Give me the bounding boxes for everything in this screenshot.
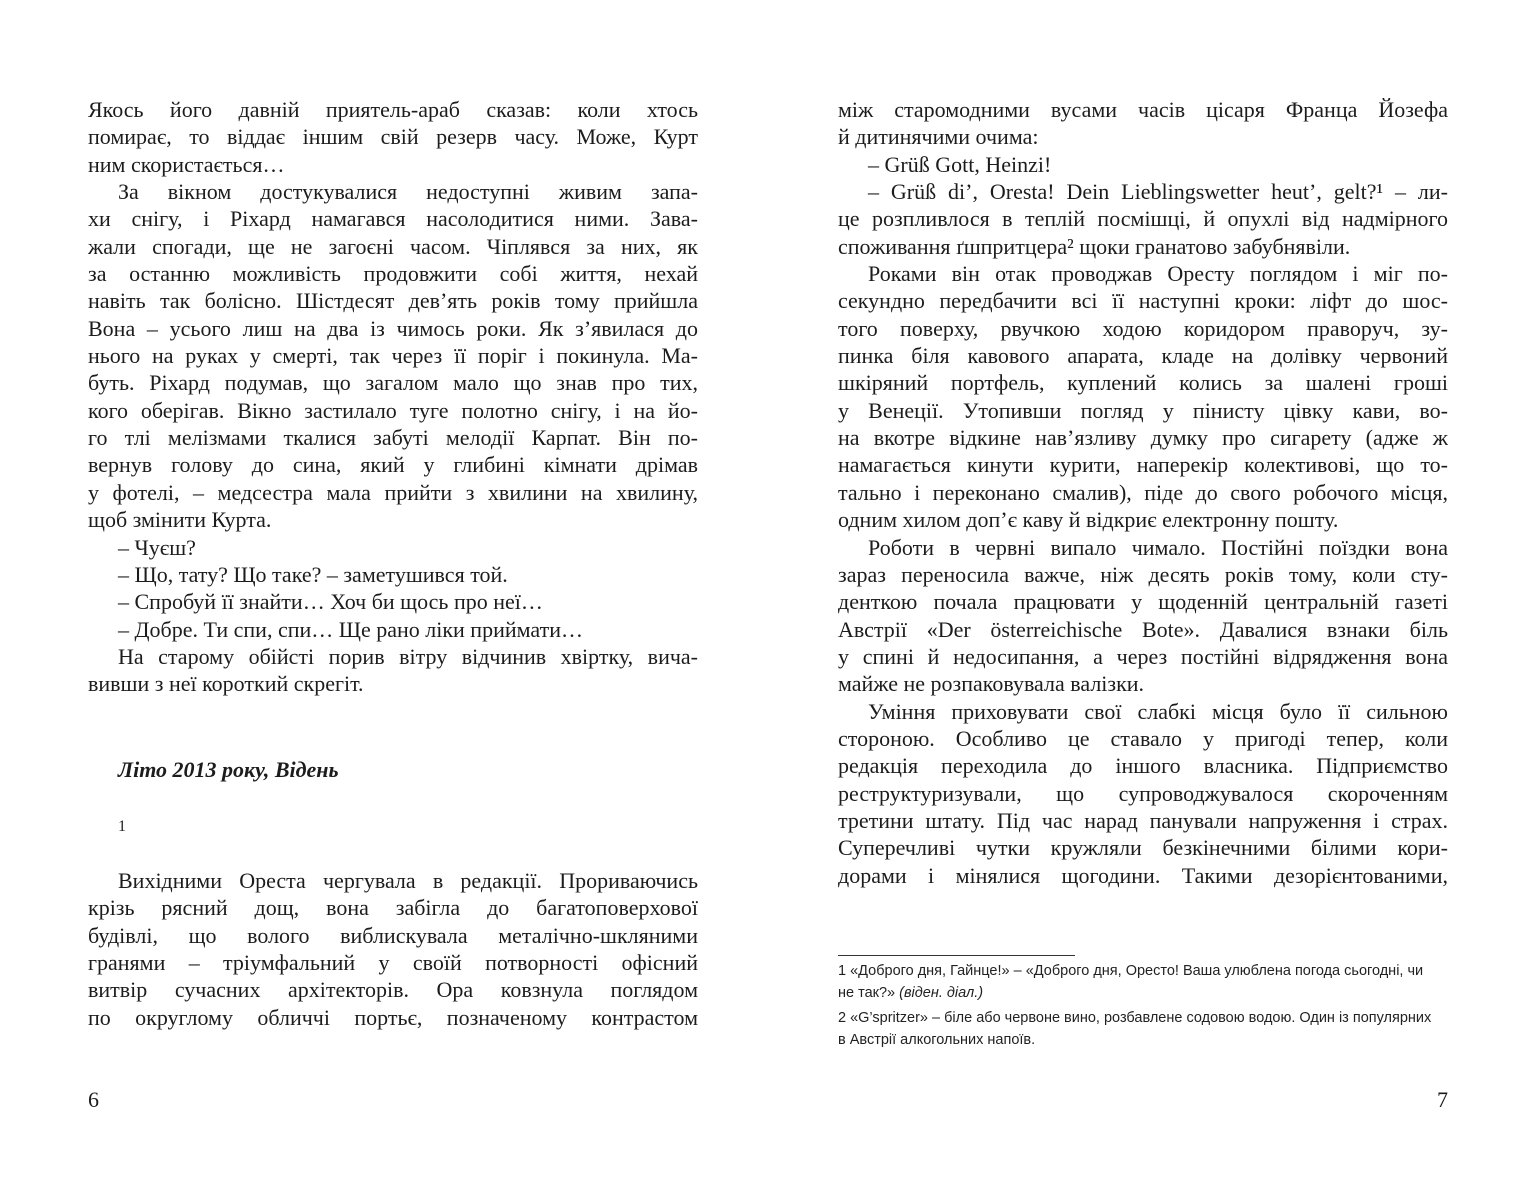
left-page-chapter-text [88, 867, 698, 1031]
text-line: го тлі мелізмами ткалися забуті мелодії Карпат. Він по- [88, 425, 698, 451]
text-line: пинка біля кавового апарата, кладе на долівку червоний [838, 343, 1448, 369]
text-line: Суперечливі чутки кружляли безкінечними білими кори- [838, 835, 1448, 861]
footnote-1-line-1: 1 «Доброго дня, Гайнце!» – «Доброго дня, Оресто! Ваша улюблена погода сьогодні, чи [838, 963, 1424, 979]
text-line: Австрії «Der österreichische Bote». Давалися взнаки біль [838, 616, 1448, 642]
text-line: денткою почала працювати у щоденній центральній газеті [838, 589, 1448, 615]
footnote-1-line-2 [838, 982, 1448, 1004]
right-page-body-text [838, 96, 1448, 889]
text-line: ним скористається… [88, 151, 285, 177]
text-line: жали спогади, ще не загоєні часом. Чіплявся за них, як [88, 233, 698, 259]
text-line: хи снігу, і Ріхард намагався насолодитися ними. Зава- [88, 206, 698, 232]
text-line: – Добре. Ти спи, спи… Ще рано ліки приймати… [118, 616, 583, 642]
text-line: – Grüß di’, Oresta! Dein Lieblingswetter heut’, gelt?¹ – ли- [868, 179, 1448, 205]
text-line: Вихідними Ореста чергувала в редакції. Прориваючись [118, 868, 698, 893]
page-number-left: 6 [88, 1087, 99, 1112]
text-line: буть. Ріхард подумав, що загалом мало що знав про тих, [88, 370, 698, 396]
text-line: витвір сучасних архітекторів. Ора ковзнула поглядом [88, 977, 698, 1003]
text-line: помирає, то віддає іншим свій резерв часу. Може, Курт [88, 124, 698, 150]
text-line: – Grüß Gott, Heinzi! [868, 151, 1052, 177]
text-line: реструктуризували, що супроводжувалося скороченням [838, 780, 1448, 806]
footnote-1-text: не так?» [838, 985, 900, 1001]
text-line: кого оберігав. Вікно застилало туге полотно снігу, і на йо- [88, 397, 698, 423]
text-line: це розпливлося в теплій посмішці, й опухлі від надмірного [838, 206, 1448, 232]
text-line: На старому обійсті порив вітру відчинив хвіртку, вича- [118, 643, 698, 669]
text-line: вивши з неї короткий скрегіт. [88, 671, 364, 697]
text-line: – Чуєш? [118, 534, 196, 560]
page-number-right: 7 [1437, 1087, 1448, 1112]
text-line: гранями – тріумфальний у своїй потворності офісний [88, 950, 698, 976]
text-line: навіть так болісно. Шістдесят дев’ять років тому прийшла [88, 288, 698, 314]
text-line: щоб змінити Курта. [88, 507, 272, 533]
text-line: крізь рясний дощ, вона забігла до багатоповерхової [88, 895, 698, 921]
text-line: за останню можливість продовжити собі життя, нехай [88, 261, 698, 287]
left-page-body-text [88, 96, 698, 698]
text-line: у фотелі, – медсестра мала прийти з хвилини на хвилину, [88, 479, 698, 505]
text-line: будівлі, що волого виблискувала металічно-шкляними [88, 922, 698, 948]
text-line: стороною. Особливо це ставало у пригоді тепер, коли [838, 725, 1448, 751]
text-line: Роботи в червні випало чимало. Постійні поїздки вона [868, 534, 1448, 560]
text-line: вернув голову до сина, який у глибині кімнати дрімав [88, 452, 698, 478]
text-line: між старомодними вусами часів цісаря Франца Йозефа [838, 97, 1448, 122]
text-line: у Венеції. Утопивши погляд у пінисту цівку кави, во- [838, 397, 1448, 423]
text-line: майже не розпаковувала валізки. [838, 671, 1145, 697]
text-line: Уміння приховувати свої слабкі місця було її сильною [868, 698, 1448, 724]
footnote-2-line-2: в Австрії алкогольних напоїв. [838, 1032, 1036, 1048]
text-line: тально і переконано смалив), піде до свого робочого місця, [838, 479, 1448, 505]
text-line: по округлому обличчі портьє, позначеному контрастом [88, 1004, 698, 1030]
section-heading: Літо 2013 року, Відень [118, 757, 339, 782]
text-line: дорами і мінялися щогодини. Такими дезорієнтованими, [838, 862, 1448, 888]
left-page [88, 0, 698, 1182]
text-line: Якось його давній приятель-араб сказав: коли хтось [88, 97, 698, 122]
text-line: на вкотре відкине нав’язливу думку про сигарету (адже ж [838, 425, 1448, 451]
chapter-number: 1 [118, 818, 126, 835]
footnote-1-source: (віден. діал.) [899, 985, 984, 1001]
footnotes [838, 960, 1448, 1051]
text-line: у спині й недосипання, а через постійні відрядження вона [838, 643, 1448, 669]
text-line: одним хилом доп’є каву й відкриє електронну пошту. [838, 507, 1339, 533]
text-line: – Що, тату? Що таке? – заметушився той. [118, 561, 508, 587]
text-line: шкіряний портфель, куплений колись за шалені гроші [838, 370, 1448, 396]
text-line: намагається кинути курити, наперекір колективові, що то- [838, 452, 1448, 478]
text-line: За вікном достукувалися недоступні живим запа- [118, 179, 698, 205]
text-line: зараз переносила важче, ніж десять років тому, коли сту- [838, 561, 1448, 587]
text-line: Роками він отак проводжав Оресту поглядом і міг по- [868, 261, 1448, 287]
text-line: секундно передбачити всі її наступні кроки: ліфт до шос- [838, 288, 1448, 314]
footnote-divider [838, 955, 1075, 956]
text-line: третини штату. Під час нарад панували напруження і страх. [838, 807, 1448, 833]
text-line: Вона – усього лиш на два із чимось роки. Як з’явилася до [88, 315, 698, 341]
text-line: споживання ґшпритцера² щоки гранатово забубнявіли. [838, 233, 1351, 259]
text-line: – Спробуй її знайти… Хоч би щось про неї… [118, 589, 543, 615]
footnote-2-line-1: 2 «G’spritzer» – біле або червоне вино, розбавлене содовою водою. Один із популярних [838, 1010, 1432, 1026]
text-line: того поверху, рвучкою ходою коридором праворуч, зу- [838, 315, 1448, 341]
text-line: й дитинячими очима: [838, 124, 1039, 150]
text-line: редакція переходила до іншого власника. Підприємство [838, 753, 1448, 779]
text-line: нього на руках у смерті, так через її поріг і покинула. Ма- [88, 343, 698, 369]
right-page [838, 0, 1448, 1182]
